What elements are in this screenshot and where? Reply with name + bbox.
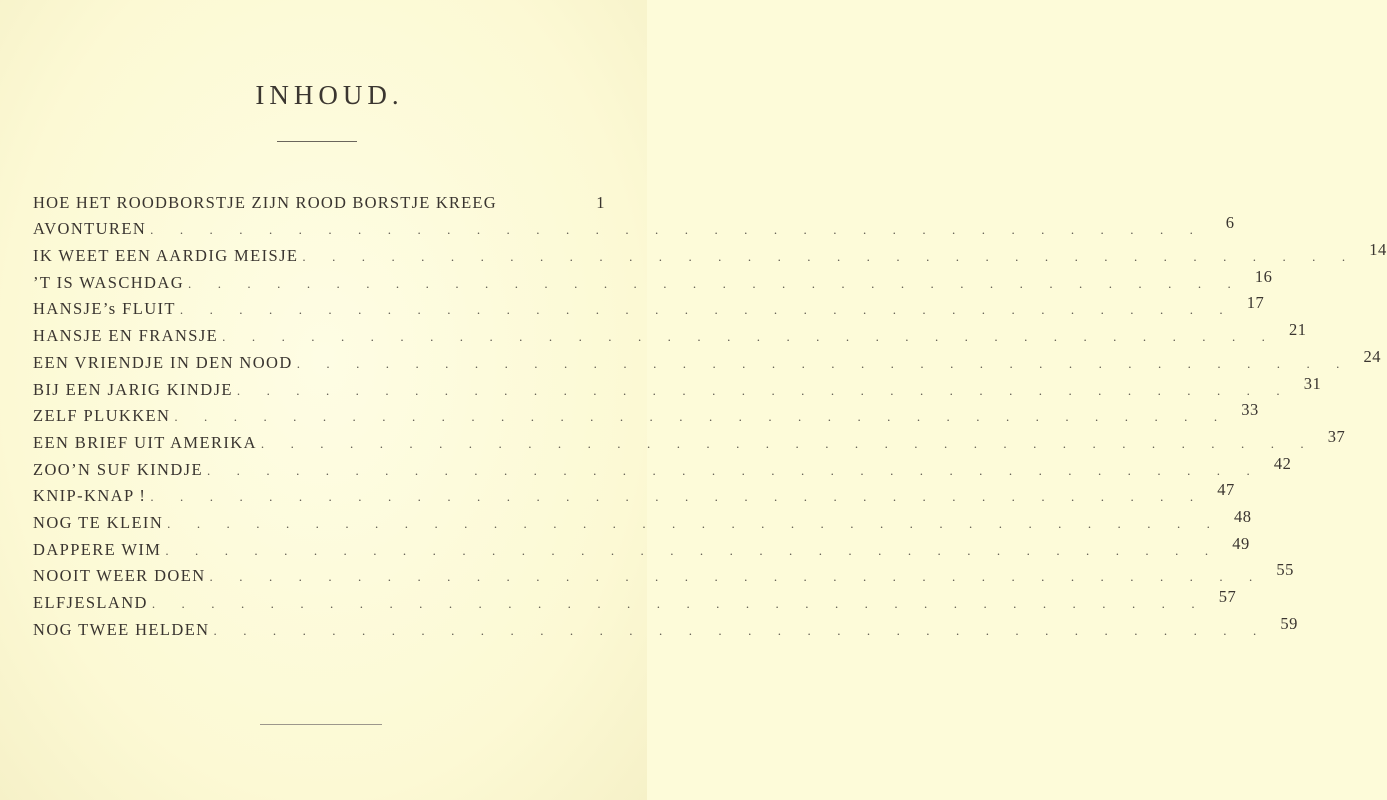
- toc-leader-dots: . . . . . . . . . . . . . . . . . . . . . . . . . . . . . . . . . . . .: [213, 622, 1268, 638]
- toc-entry[interactable]: [33, 426, 1346, 453]
- page-title: INHOUD.: [255, 80, 404, 110]
- toc-entry-page: 21: [1289, 320, 1307, 340]
- toc-entry-title: IK WEET EEN AARDIG MEISJE: [33, 246, 299, 266]
- toc-leader-dots: . . . . . . . . . . . . . . . . . . . . . . . . . . . . . . . . . . . .: [165, 542, 1220, 558]
- toc-entry-title: ’T IS WASCHDAG: [33, 272, 185, 292]
- toc-entry[interactable]: [33, 586, 1237, 613]
- toc-entry-title: HOE HET ROODBORSTJE ZIJN ROOD BORSTJE KREEG: [33, 192, 497, 212]
- toc-leader-dots: . . . . . . . . . . . . . . . . . . . . . . . . . . . . . . . . . . . .: [188, 275, 1243, 291]
- bottom-divider-rule: [260, 724, 382, 725]
- toc-entry[interactable]: [33, 560, 1294, 587]
- toc-entry[interactable]: [33, 400, 1259, 427]
- toc-entry[interactable]: [33, 533, 1250, 560]
- toc-entry[interactable]: [33, 480, 1235, 507]
- toc-entry-page: 37: [1327, 426, 1346, 446]
- toc-entry[interactable]: [33, 239, 1387, 266]
- toc-entry-title: EEN BRIEF UIT AMERIKA: [33, 432, 257, 452]
- toc-leader-dots: . . . . . . . . . . . . . . . . . . . . . . . . . . . . . . . . . . . .: [179, 302, 1235, 318]
- toc-entry-title: NOG TE KLEIN: [33, 512, 164, 532]
- title-divider-rule: [277, 141, 357, 142]
- toc-leader-dots: . . . . . . . . . . . . . . . . . . . . . . . . . . . . . . . . . . . .: [236, 382, 1292, 398]
- toc-entry-title: HANSJE EN FRANSJE: [33, 326, 219, 346]
- toc-entry-title: AVONTUREN: [33, 219, 147, 239]
- toc-entry-page: 16: [1254, 266, 1273, 286]
- toc-entry-title: NOOIT WEER DOEN: [33, 566, 206, 586]
- toc-entry-page: 1: [596, 192, 605, 212]
- toc-entry[interactable]: [33, 186, 605, 213]
- toc-entry-page: 14: [1369, 240, 1387, 260]
- toc-leader-dots: . . . . . . . . . . . . . . . . . . . . . . . . . . . . . . . . . . . .: [296, 355, 1352, 371]
- toc-entry-page: 33: [1241, 400, 1259, 420]
- toc-entry[interactable]: [33, 373, 1322, 400]
- toc-entry[interactable]: [33, 613, 1298, 640]
- toc-leader-dots: . . . . . . . . . . . . . . . . . . . . . . . . . . . . . . . . . . . .: [302, 249, 1357, 265]
- table-of-contents: [33, 186, 1387, 640]
- toc-entry[interactable]: [33, 213, 1235, 240]
- toc-entry-page: 47: [1217, 480, 1235, 500]
- toc-entry-page: 42: [1273, 453, 1292, 473]
- toc-leader-dots: . . . . . . . . . . . . . . . . . . . . . . . . . . . . . . . . . . . .: [222, 329, 1277, 345]
- toc-entry-page: 57: [1218, 587, 1237, 606]
- toc-entry-title: DAPPERE WIM: [33, 539, 162, 559]
- toc-entry-page: 31: [1303, 373, 1322, 393]
- toc-leader-dots: . . . . . . . . . . . . . . . . . . . . . . . . . . . . . . . . . . . .: [209, 569, 1264, 585]
- toc-entry-page: 55: [1276, 560, 1294, 580]
- toc-entry-title: NOG TWEE HELDEN: [33, 619, 210, 639]
- toc-leader-dots: . . . . . . . . . . . . . . . . . . . . . . . . . . . . . . . . . . . .: [174, 409, 1229, 425]
- toc-entry-page: 48: [1234, 506, 1252, 526]
- toc-entry-page: 59: [1280, 613, 1298, 633]
- toc-entry-title: ZOO’N SUF KINDJE: [33, 459, 203, 479]
- toc-leader-dots: . . . . . . . . . . . . . . . . . . . . . . . . . . . . . . . . . . . .: [206, 462, 1262, 478]
- toc-entry-title: BIJ EEN JARIG KINDJE: [33, 379, 233, 399]
- toc-leader-dots: . . . . . . . . . . . . . . . . . . . . . . . . . . . . . . . . . . . .: [151, 596, 1207, 611]
- toc-entry-page: 24: [1363, 346, 1382, 366]
- toc-leader-dots: . . . . . . . . . . . . . . . . . . . . . . . . . . . . . . . . . . . .: [150, 222, 1205, 238]
- toc-entry-page: 17: [1246, 293, 1265, 313]
- toc-leader-dots: . . . . . . . . . . . . . . . . . . . . . . . . . . . . . . . . . . . .: [167, 515, 1222, 531]
- toc-entry[interactable]: [33, 293, 1265, 320]
- toc-entry[interactable]: [33, 266, 1273, 293]
- toc-entry-title: KNIP-KNAP !: [33, 486, 147, 506]
- toc-entry-title: HANSJE’s FLUIT: [33, 299, 176, 319]
- toc-entry[interactable]: [33, 319, 1307, 346]
- toc-leader-dots: . . . . . . . . . . . . . . . . . . . . . . . . . . . . . . . . . . . .: [150, 489, 1205, 505]
- toc-entry[interactable]: [33, 453, 1292, 480]
- toc-entry[interactable]: [33, 346, 1382, 373]
- toc-leader-dots: . . . . . . . . . . . . . . . . . . . . . . . . . . . . . . . . . . . .: [260, 435, 1316, 451]
- toc-entry[interactable]: [33, 506, 1252, 533]
- toc-entry-title: ZELF PLUKKEN: [33, 406, 171, 426]
- toc-entry-page: 6: [1225, 213, 1235, 233]
- toc-entry-title: EEN VRIENDJE IN DEN NOOD: [33, 352, 293, 372]
- toc-entry-title: ELFJESLAND: [33, 593, 148, 612]
- toc-entry-page: 49: [1232, 533, 1250, 553]
